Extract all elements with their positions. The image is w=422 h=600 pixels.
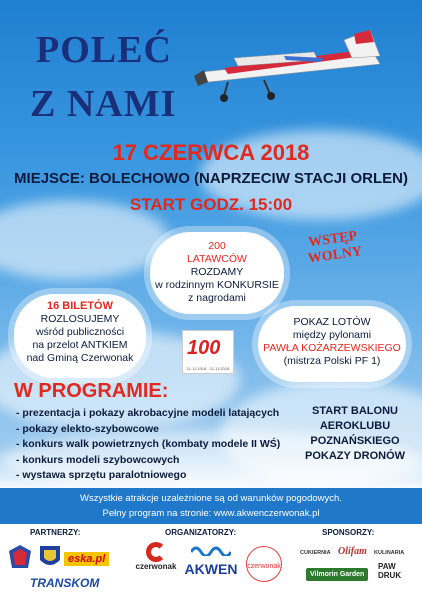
- wave-icon: [191, 542, 231, 556]
- kites-text-1: w rodzinnym KONKURSIE: [155, 279, 279, 291]
- program-item: - prezentacja i pokazy akrobacyjne modeli latających: [16, 407, 280, 419]
- partner-transkom-logo: TRANSKOM: [30, 576, 100, 590]
- sponsor-cukiernia-logo: CUKIERNIA: [300, 550, 331, 556]
- free-admission-badge: [294, 227, 374, 269]
- program-item: - wystawa sprzętu paralotniowego: [16, 469, 187, 481]
- partner-emblem-icon: [8, 544, 32, 570]
- kites-cloud: [150, 232, 284, 314]
- organizer-czerwonak-badge-logo: [246, 546, 282, 582]
- organizer-czerwonak-text: czerwonak: [135, 562, 177, 571]
- centenary-badge: [182, 330, 234, 374]
- balloon-line-3: POZNAŃSKIEGO: [310, 435, 400, 447]
- sponsor-kulinaria-logo: KULINARIA: [374, 550, 405, 556]
- tickets-action: ROZLOSUJEMY: [40, 313, 120, 325]
- info-line-2: Pełny program na stronie: www.akwenczerwonak.pl: [102, 508, 320, 519]
- flight-show-line-3: (mistrza Polski PF 1): [283, 355, 381, 367]
- kites-count: 200: [208, 240, 226, 252]
- organizer-czerwonak-logo: [132, 542, 180, 571]
- partner-emblem-2-icon: [38, 544, 62, 570]
- flight-show-pilot: PAWŁA KOŻARZEWSKIEGO: [263, 342, 401, 354]
- program-item: - konkurs modeli szybowcowych: [16, 453, 180, 466]
- program-heading: W PROGRAMIE:: [14, 380, 169, 402]
- organizer-czerwonak-badge-text: czerwonak: [247, 563, 281, 570]
- centenary-number: 100: [187, 337, 221, 359]
- event-place: MIEJSCE: BOLECHOWO (NAPRZECIW STACJI ORLEN): [14, 170, 408, 187]
- free-admission-line-2: WOLNY: [307, 244, 364, 267]
- flight-show-line-1: POKAZ LOTÓW: [293, 316, 371, 328]
- organizers-label: ORGANIZATORZY:: [165, 528, 237, 537]
- flight-show-line-2: między pylonami: [292, 329, 372, 341]
- sponsor-pawdruk-logo: PAW DRUK: [378, 562, 402, 580]
- tickets-cloud: [14, 294, 146, 378]
- tickets-text-1: wśród publiczności: [35, 326, 125, 338]
- partner-eska-logo: eska.pl: [64, 552, 109, 566]
- sponsor-vilmorin-logo: Vilmorin Garden: [306, 568, 368, 581]
- partners-label: PARTNERZY:: [30, 528, 81, 537]
- kites-text-2: z nagrodami: [188, 292, 246, 304]
- info-band: [0, 488, 422, 524]
- sponsors-label: SPONSORZY:: [322, 528, 375, 537]
- flight-show-cloud: [258, 306, 406, 382]
- program-item: - pokazy elekto-szybowcowe: [16, 422, 159, 435]
- event-start-time: START GODZ. 15:00: [129, 195, 293, 214]
- tickets-text-2: na przelot ANTKIEM: [32, 339, 128, 351]
- airplane-illustration: [194, 20, 394, 108]
- kites-name: LATAWCÓW: [187, 253, 247, 265]
- balloon-line-1: START BALONU: [312, 405, 398, 417]
- program-list: [16, 406, 280, 484]
- free-admission-line-1: WSTĘP: [307, 228, 359, 251]
- sponsor-olifam-logo: Olifam: [338, 546, 367, 557]
- footer-logos: [0, 524, 422, 600]
- balloon-line-2: AEROKLUBU: [319, 420, 391, 432]
- title-line-2: Z NAMI: [30, 83, 177, 125]
- tickets-count: 16 BILETÓW: [46, 300, 113, 312]
- balloon-line-4: POKAZY DRONÓW: [304, 450, 406, 462]
- balloon-info: [300, 404, 410, 464]
- event-date: 17 CZERWCA 2018: [112, 140, 310, 165]
- centenary-dates: 11.11.1918 · 11.11.2018: [186, 366, 230, 371]
- title-line-1: POLEĆ: [36, 29, 172, 71]
- program-item: - konkurs walk powietrznych (kombaty modele II WŚ): [16, 438, 281, 450]
- organizer-akwen-logo: [180, 542, 242, 577]
- tickets-text-3: nad Gminą Czerwonak: [26, 352, 134, 364]
- organizer-akwen-text: AKWEN: [184, 561, 238, 577]
- czerwonak-c-icon: [146, 542, 166, 562]
- kites-action: ROZDAMY: [190, 266, 244, 278]
- info-line-1: Wszystkie atrakcje uzależnione są od warunków pogodowych.: [80, 493, 342, 504]
